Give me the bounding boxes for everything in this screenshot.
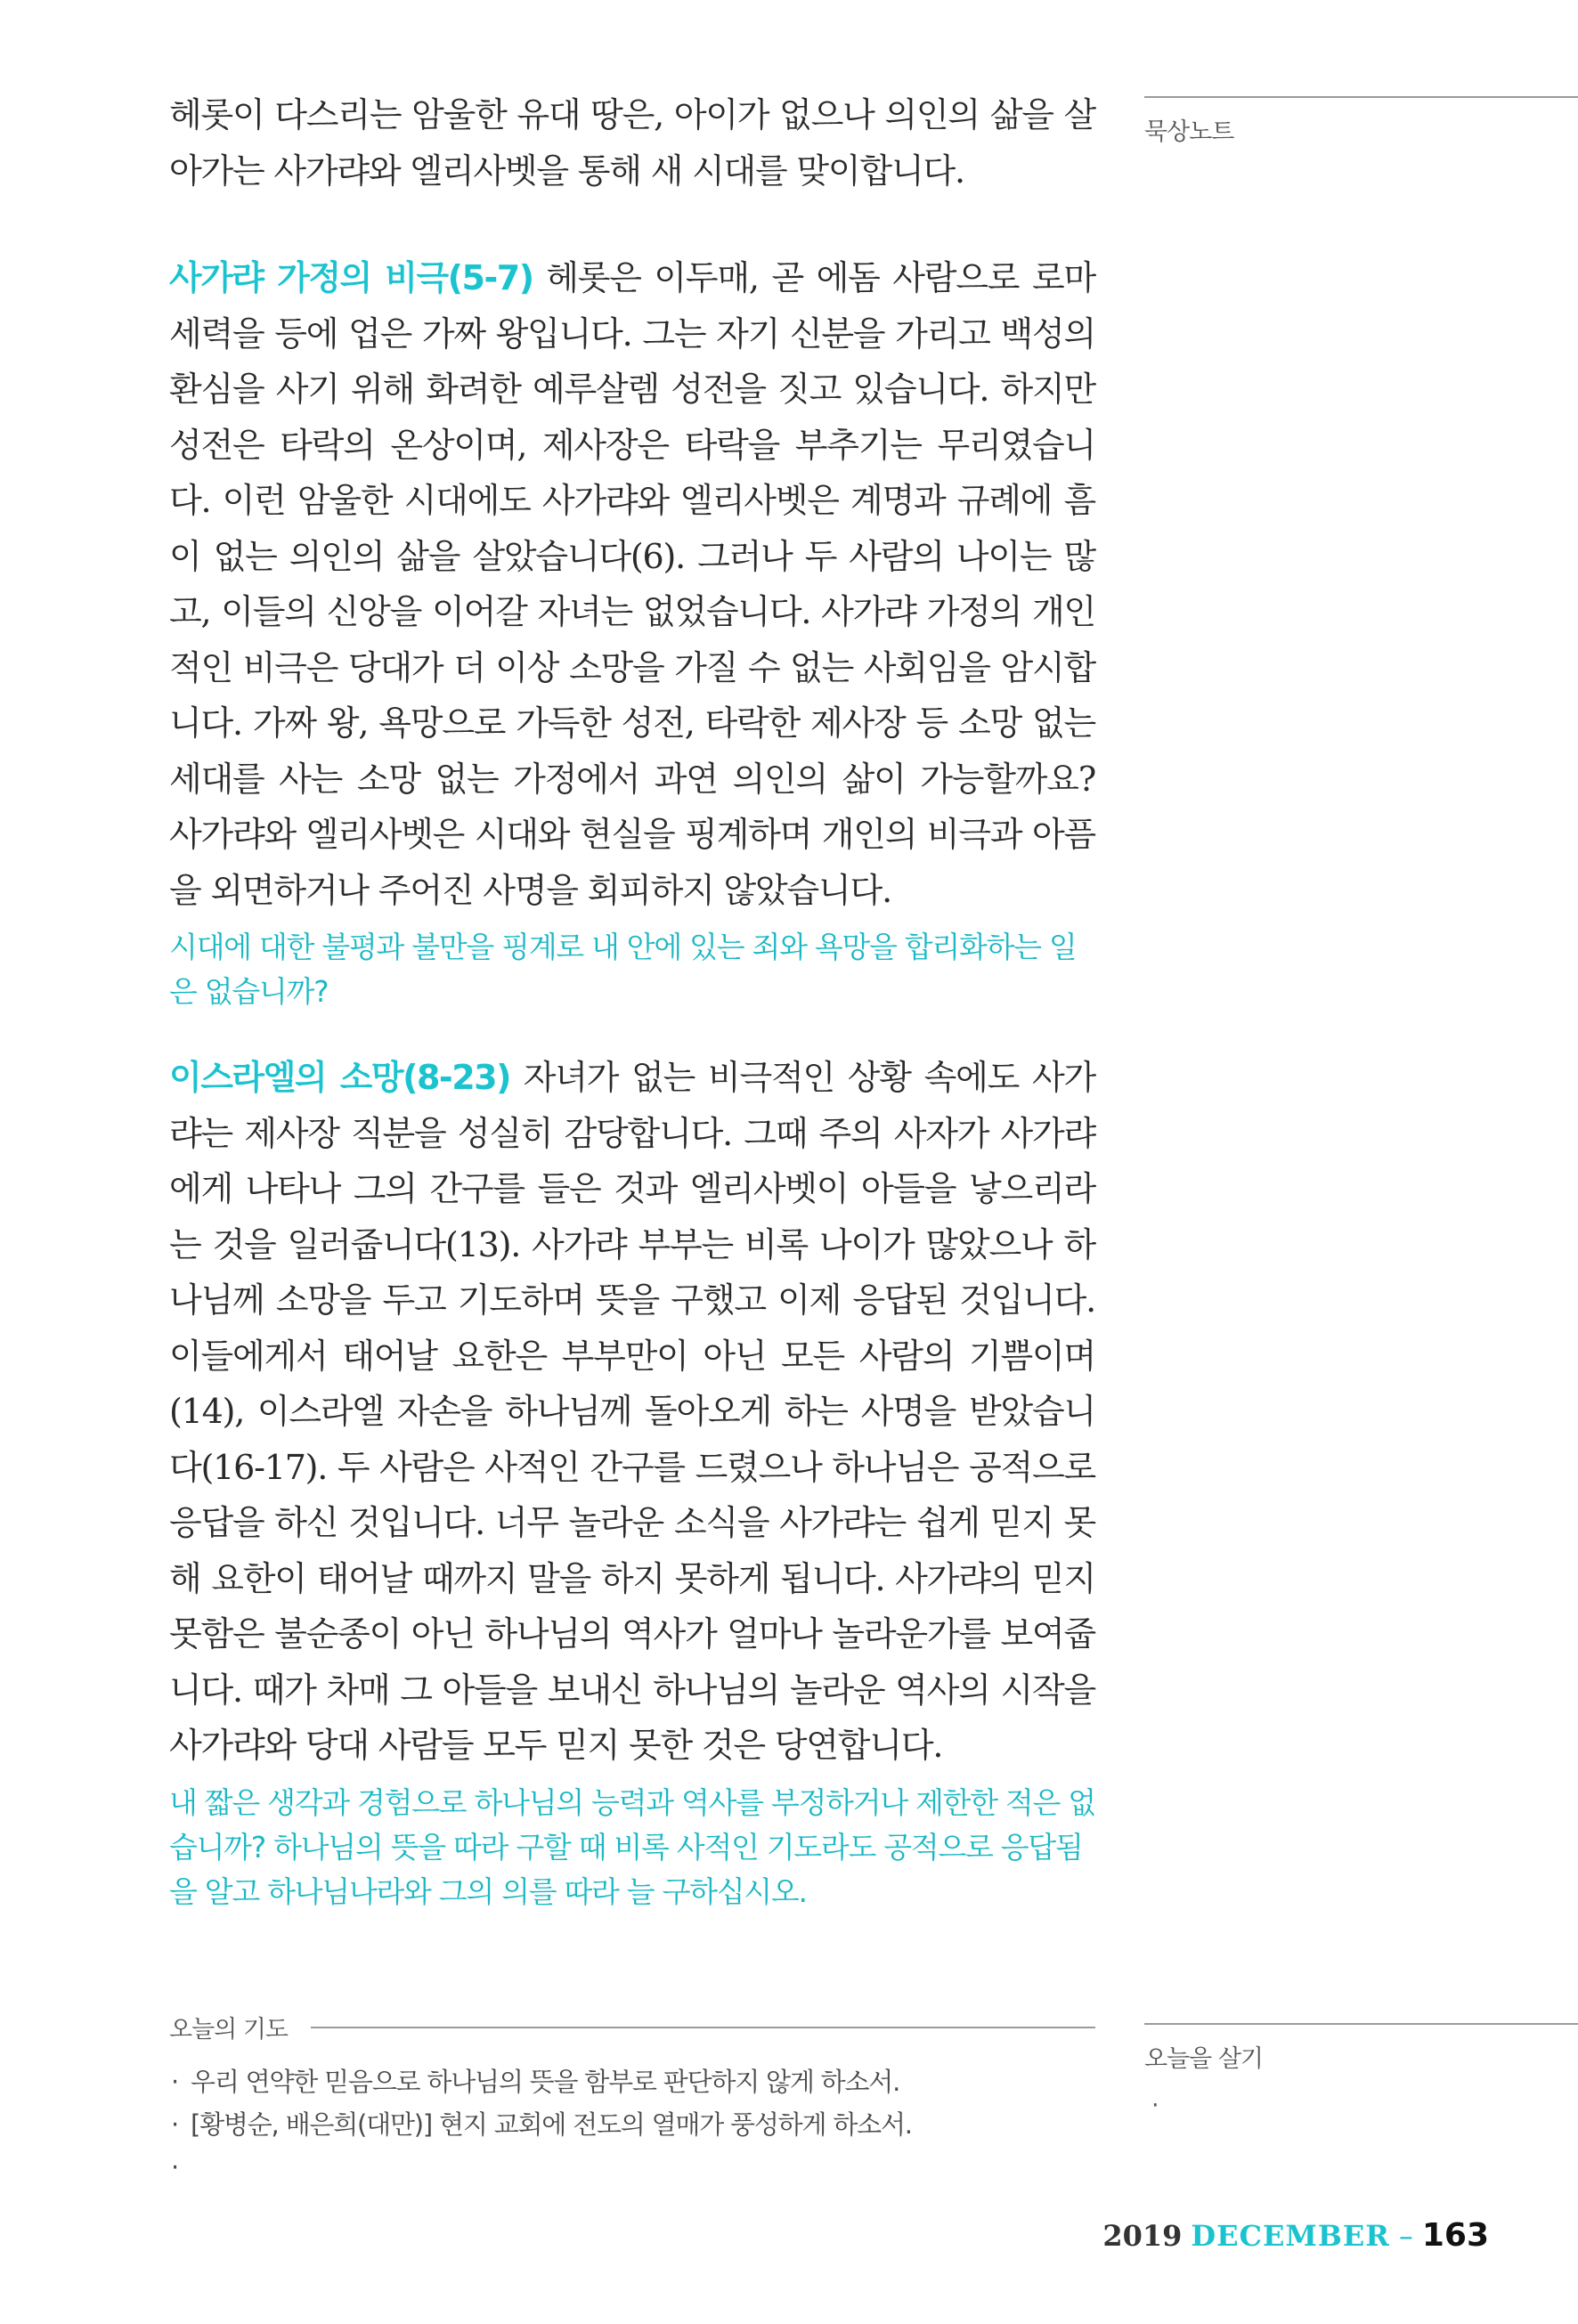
page-footer (1102, 2217, 1489, 2254)
footer-dash: – (1398, 2219, 1413, 2253)
prayer-divider (311, 2027, 1095, 2028)
footer-month: DECEMBER (1191, 2219, 1390, 2253)
meditation-notes-sidebar (1144, 96, 1578, 147)
todays-prayer-box (169, 2010, 1095, 2146)
prayer-header (169, 2010, 1095, 2044)
section-hope-paragraph (169, 1050, 1095, 1774)
section-tragedy-paragraph (169, 250, 1095, 918)
footer-year: 2019 (1102, 2219, 1183, 2253)
section-hope-question: 내 짧은 생각과 경험으로 하나님의 능력과 역사를 부정하거나 제한한 적은 없습니까? 하나님의 뜻을 따라 구할 때 비록 사적인 기도라도 공적으로 응답됨을 알고 하나님나라와 그의 의를 따라 늘 구하십시오. (169, 1784, 1095, 1909)
sidebar-divider (1144, 96, 1578, 98)
prayer-item: · [황병순, 배은희(대만)] 현지 교회에 전도의 열매가 풍성하게 하소서. (169, 2103, 1095, 2146)
section-hope-heading: 이스라엘의 소망(8-23) (169, 1058, 510, 1097)
section-tragedy-body: 헤롯은 이두매, 곧 에돔 사람으로 로마 세력을 등에 업은 가짜 왕입니다. 그는 자기 신분을 가리고 백성의 환심을 사기 위해 화려한 예루살렘 성전을 짓고 있습니다. 하지만 성전은 타락의 온상이며, 제사장은 타락을 부추기는 무리였습니다. 이런 암울한 시대에도 사가랴와 엘리사벳은 계명과 규례에 흠이 없는 의인의 삶을 살았습니다(6). 그러나 두 사람의 나이는 많고, 이들의 신앙을 이어갈 자녀는 없었습니다. 사가랴 가정의 개인적인 비극은 당대가 더 이상 소망을 가질 수 없는 사회임을 암시합니다. 가짜 왕, 욕망으로 가득한 성전, 타락한 제사장 등 소망 없는 세대를 사는 소망 없는 가정에서 과연 의인의 삶이 가능할까요? 사가랴와 엘리사벳은 시대와 현실을 핑계하며 개인의 비극과 아픔을 외면하거나 주어진 사명을 회피하지 않았습니다. (169, 258, 1095, 910)
intro-paragraph: 헤롯이 다스리는 암울한 유대 땅은, 아이가 없으나 의인의 삶을 살아가는 사가랴와 엘리사벳을 통해 새 시대를 맞이합니다. (169, 95, 1095, 191)
prayer-title: 오늘의 기도 (169, 2016, 288, 2044)
living-today-bullet: · (1151, 2092, 1159, 2119)
section-hope-body: 자녀가 없는 비극적인 상황 속에도 사가랴는 제사장 직분을 성실히 감당합니다. 그때 주의 사자가 사가랴에게 나타나 그의 간구를 들은 것과 엘리사벳이 아들을 낳으리라는 것을 일러줍니다(13). 사가랴 부부는 비록 나이가 많았으나 하나님께 소망을 두고 기도하며 뜻을 구했고 이제 응답된 것입니다. 이들에게서 태어날 요한은 부부만이 아닌 모든 사람의 기쁨이며(14), 이스라엘 자손을 하나님께 돌아오게 하는 사명을 받았습니다(16-17). 두 사람은 사적인 간구를 드렸으나 하나님은 공적으로 응답을 하신 것입니다. 너무 놀라운 소식을 사가랴는 쉽게 믿지 못해 요한이 태어날 때까지 말을 하지 못하게 됩니다. 사가랴의 믿지 못함은 불순종이 아닌 하나님의 역사가 얼마나 놀라운가를 보여줍니다. 때가 차매 그 아들을 보내신 하나님의 놀라운 역사의 시작을 사가랴와 당대 사람들 모두 믿지 못한 것은 당연합니다. (169, 1058, 1095, 1765)
page-number: 163 (1421, 2217, 1489, 2254)
prayer-item: · 우리 연약한 믿음으로 하나님의 뜻을 함부로 판단하지 않게 하소서. (169, 2060, 1095, 2103)
prayer-list (169, 2060, 1095, 2146)
living-today-sidebar (1144, 2023, 1578, 2119)
sidebar-divider (1144, 2023, 1578, 2025)
section-tragedy-heading: 사가랴 가정의 비극(5-7) (169, 258, 533, 297)
meditation-notes-label: 묵상노트 (1144, 118, 1234, 146)
living-today-label: 오늘을 살기 (1144, 2045, 1263, 2073)
main-text-column (169, 87, 1095, 1914)
section-tragedy-question: 시대에 대한 불평과 불만을 핑계로 내 안에 있는 죄와 욕망을 합리화하는 일은 없습니까? (169, 930, 1077, 1009)
